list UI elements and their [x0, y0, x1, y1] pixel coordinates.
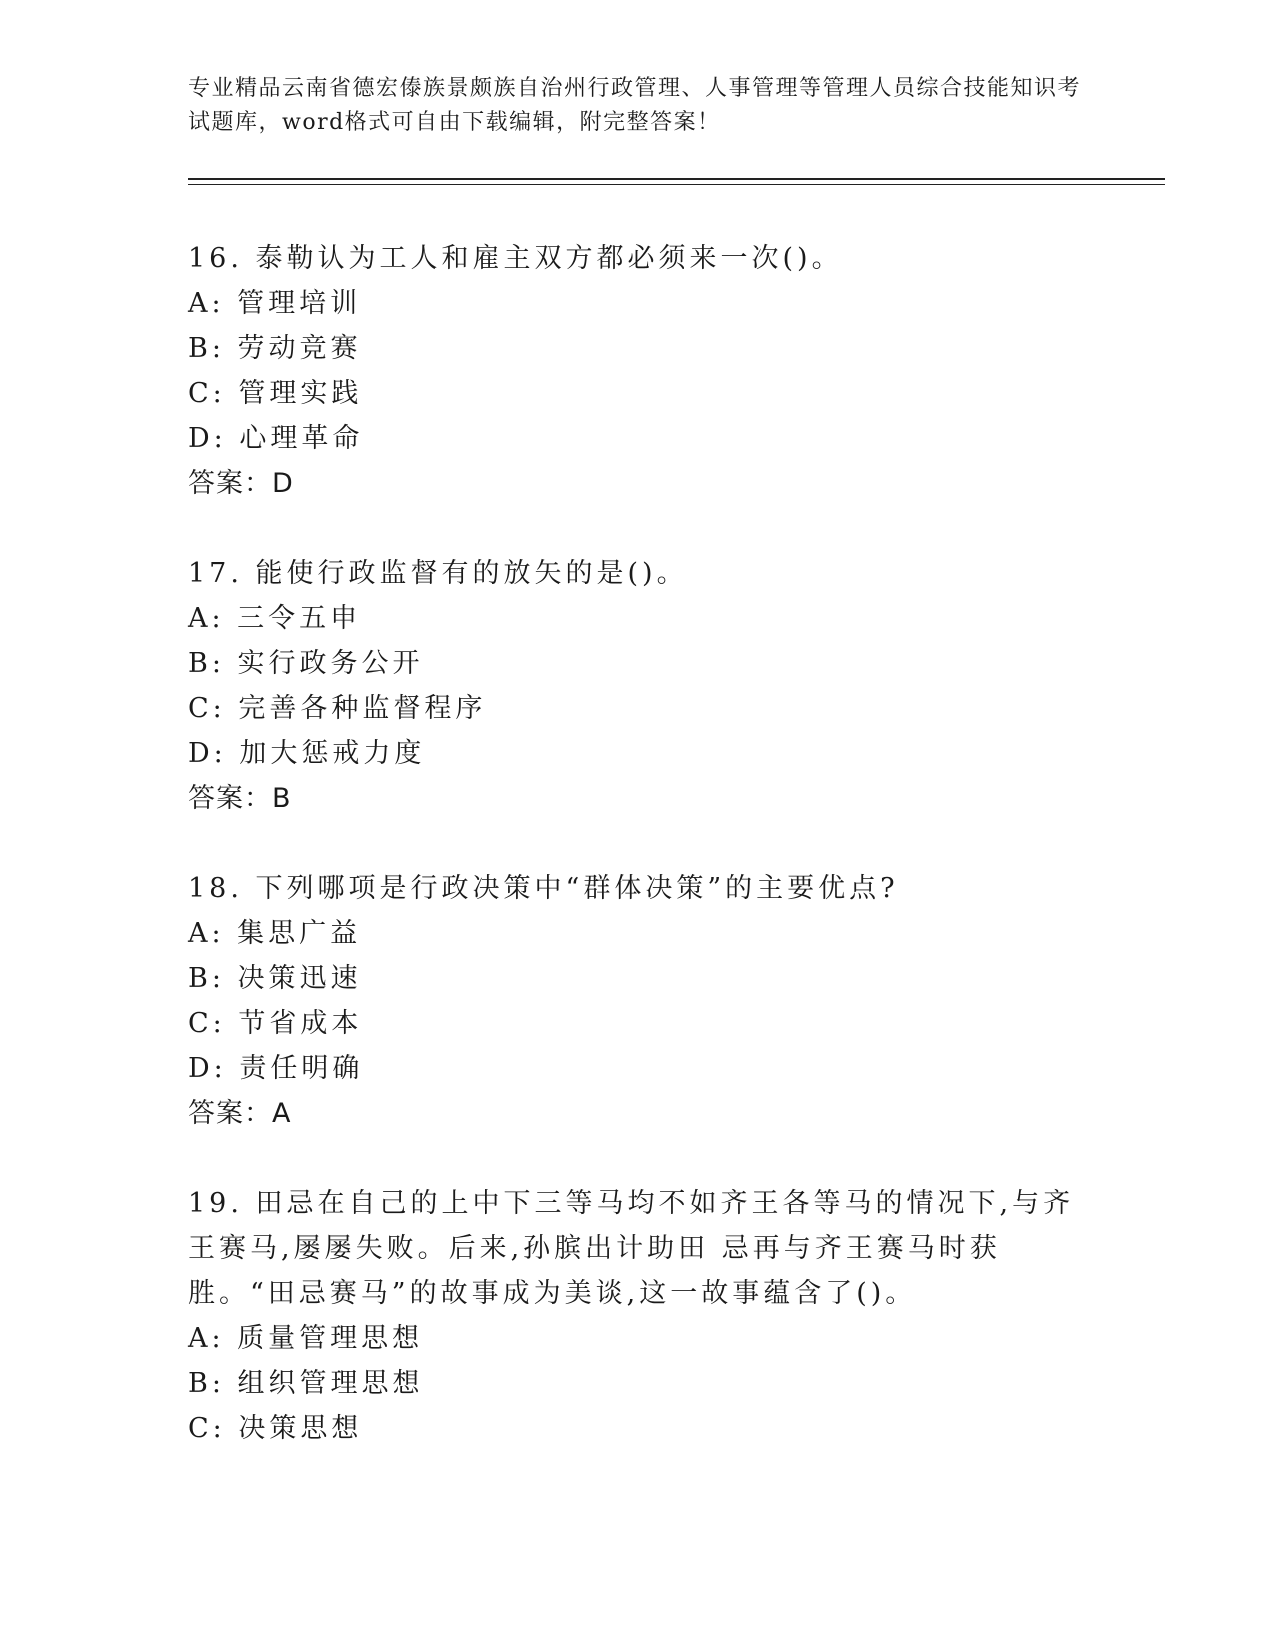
- option-c: C: 完善各种监督程序: [188, 693, 487, 724]
- option-d: D: 责任明确: [188, 1053, 364, 1084]
- option-c: C: 节省成本: [188, 1008, 363, 1039]
- header-divider-thick: [188, 178, 1165, 180]
- question-16: [188, 236, 1088, 506]
- option-b: B: 决策迅速: [188, 963, 362, 994]
- option-c: C: 管理实践: [188, 378, 363, 409]
- question-stem: 18. 下列哪项是行政决策中“群体决策”的主要优点?: [188, 873, 899, 904]
- option-b: B: 劳动竞赛: [188, 333, 362, 364]
- option-a: A: 质量管理思想: [188, 1323, 424, 1354]
- question-18: [188, 866, 1088, 1136]
- option-b: B: 组织管理思想: [188, 1368, 424, 1399]
- option-d: D: 心理革命: [188, 423, 364, 454]
- question-list: [188, 236, 1088, 1496]
- option-a: A: 集思广益: [188, 918, 362, 949]
- answer-label: 答案：A: [188, 1098, 292, 1129]
- question-stem: 16. 泰勒认为工人和雇主双方都必须来一次()。: [188, 243, 843, 274]
- option-a: A: 管理培训: [188, 288, 362, 319]
- option-d: D: 加大惩戒力度: [188, 738, 426, 769]
- header-divider-thin: [188, 184, 1165, 185]
- option-c: C: 决策思想: [188, 1413, 363, 1444]
- question-stem: 19. 田忌在自己的上中下三等马均不如齐王各等马的情况下,与齐王赛马,屡屡失败。后来,孙膑出计助田 忌再与齐王赛马时获胜。“田忌赛马”的故事成为美谈,这一故事蕴含了()。: [188, 1188, 1075, 1309]
- option-a: A: 三令五申: [188, 603, 362, 634]
- question-stem: 17. 能使行政监督有的放矢的是()。: [188, 558, 688, 589]
- answer-label: 答案：D: [188, 468, 294, 499]
- document-header: 专业精品云南省德宏傣族景颇族自治州行政管理、人事管理等管理人员综合技能知识考试题库，word格式可自由下载编辑，附完整答案！: [188, 76, 1082, 135]
- question-19: [188, 1181, 1088, 1451]
- question-17: [188, 551, 1088, 821]
- answer-label: 答案：B: [188, 783, 292, 814]
- option-b: B: 实行政务公开: [188, 648, 424, 679]
